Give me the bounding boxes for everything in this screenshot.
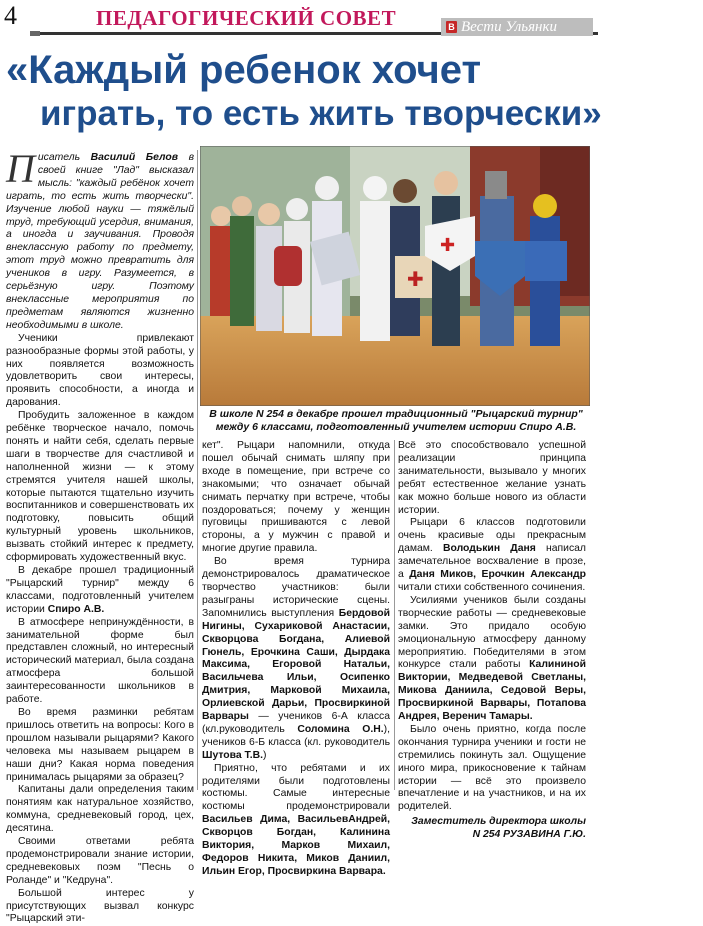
photo-caption-line-1: В школе N 254 в декабре прошел традиционный "Рыцарский турнир" bbox=[209, 408, 583, 420]
headline-line-2: играть, то есть жить творчески» bbox=[40, 94, 602, 133]
paragraph: Во время турнира демонстрировалось драматическое творчество участников: были разыграны исторические сцены. Запомнились выступления Бердовой Нигины, Сухариковой Анастасии, Скворцова Богдана, Алиевой Гюнель, Ерочкина Саши, Дырдака Максима, Егоровой Натальи, Васильчева Ильи, Осипенко Дмитрия, Марковой Михаила, Орлиевской Дарьи, Просвиркиной Варвары — учеников 6-А класса (кл.руководитель Соломина О.Н.), учеников 6-Б класса (кл. руководитель Шутова Т.В.) bbox=[202, 556, 390, 761]
paragraph: Во время разминки ребятам пришлось ответить на вопросы: Кого в прошлом называли рыцарями? Какого человека мы называем рыцарем в наши дни? Какая норма поведения принималась рыцарями за образец? bbox=[6, 706, 194, 783]
header-accent bbox=[30, 31, 40, 36]
article-column-1 bbox=[6, 146, 194, 926]
signature-line-1: Заместитель директора школы bbox=[411, 816, 586, 828]
photo-caption bbox=[206, 408, 586, 434]
knights-tournament-photo bbox=[200, 146, 590, 406]
section-title: ПЕДАГОГИЧЕСКИЙ СОВЕТ bbox=[96, 6, 397, 30]
paragraph: Всё это способствовало успешной реализации принципа занимательности, вызывало у многих ребят естественное желание узнать как можно больше нового из области истории. bbox=[398, 440, 586, 516]
article-column-2 bbox=[202, 440, 390, 879]
paragraph: Капитаны дали определения таким понятиям как натуральное хозяйство, коммуна, средневековый город, цех, десятина. bbox=[6, 784, 194, 835]
column-divider bbox=[197, 150, 198, 790]
dropcap: П bbox=[6, 146, 35, 191]
paragraph: Большой интерес у присутствующих вызвал конкурс "Рыцарский эти- bbox=[6, 887, 194, 925]
svg-text:✚: ✚ bbox=[440, 235, 456, 256]
paragraph: кет". Рыцари напомнили, откуда пошел обычай снимать шляпу при входе в помещение, при встрече со знакомыми; что означает обычай снимать перчатку при встрече, чтобы поздороваться; почему у женщин пуговицы пришиваются с левой стороны, а у мужчин с правой и многие другие правила. bbox=[202, 440, 390, 555]
article-photo bbox=[200, 146, 590, 406]
brand-name: Вести Ульянки bbox=[461, 19, 558, 35]
page-number: 4 bbox=[4, 1, 17, 30]
paragraph: В декабре прошел традиционный "Рыцарский турнир" между 6 классами, подготовленный учителем истории Спиро А.В. bbox=[6, 565, 194, 615]
paragraph: Своими ответами ребята продемонстрировали знание истории, средневековых поэм "Песнь о Роланде" и "Кедруна". bbox=[6, 836, 194, 886]
paragraph: Рыцари 6 классов подготовили очень красивые оды прекрасным дамам. Володькин Даня написал замечательное восхваление в прозе, а Даня Миков, Ерочкин Александр читали стихи собственного сочинения. bbox=[398, 517, 586, 593]
headline-line-1: «Каждый ребенок хочет bbox=[6, 48, 482, 92]
article-intro: Писатель Василий Белов в своей книге "Лад" высказал мысль: "каждый ребёнок хочет играть, то есть жить творчески". Изучение любой науки — тяжёлый труд, требующий усердия, внимания, а иногда и заучивания. Проводя внеклассную работу по предмету, этот труд можно превратить для учеников в игру. Разумеется, в серьёзную игру. Поэтому внеклассные мероприятия по предметам являются жизненно необходимыми в школе. bbox=[6, 146, 194, 331]
paragraph: Было очень приятно, когда после окончания турнира ученики и гости не стремились покинуть зал. Ощущение иного мира, прикосновение к тайнам истории — всё это произвело впечатление и на участников, и на их родителей. bbox=[398, 723, 586, 813]
svg-text:✚: ✚ bbox=[407, 267, 424, 291]
paragraph: Пробудить заложенное в каждом ребёнке творческое начало, помочь понять и найти себя, сделать первые шаги в творчестве для счастливой и наполненной жизни — к этому стремятся учителя нашей школы, которые пытаются тщательно изучить воспитанников и совершенствовать их подготовку, повысить общий культурный уровень школьников, вызвать стойкий интерес к предмету, сформировать художественный вкус. bbox=[6, 410, 194, 564]
paragraph: Усилиями учеников были созданы творческие работы — средневековые замки. Это придало особую эмоциональную атмосферу данному мероприятию. Победителями в этом конкурсе стали работы Калининой Виктории, Медведевой Светланы, Микова Даниила, Седовой Веры, Просвиркиной Варвары, Потапова Андрея, Веренич Тамары. bbox=[398, 594, 586, 723]
signature-line-2: N 254 РУЗАВИНА Г.Ю. bbox=[472, 829, 586, 841]
photo-caption-line-2: между 6 классами, подготовленный учителем истории Спиро А.В. bbox=[215, 421, 577, 433]
article-column-3 bbox=[398, 440, 586, 842]
column-divider bbox=[394, 440, 395, 790]
brand-logo-icon: В bbox=[446, 21, 457, 33]
paragraph: В атмосфере непринуждённости, в занимательной форме был представлен сложный, но интересный исторический материал, была создана атмосфера большой заинтересованности школьников в работе. bbox=[6, 616, 194, 706]
paragraph: Приятно, что ребятами и их родителями были подготовлены костюмы. Самые интересные костюмы продемонстрировали Васильев Дима, ВасильевАндрей, Скворцов Богдан, Калинина Виктория, Марков Михаил, Федоров Никита, Миков Даниил, Ильин Егор, Просвиркина Варвара. bbox=[202, 762, 390, 877]
paragraph: Ученики привлекают разнообразные формы этой работы, у них появляется возможность удовлетворить свои интересы, проявить способности, а иногда и дарования. bbox=[6, 332, 194, 409]
signature bbox=[398, 816, 586, 842]
